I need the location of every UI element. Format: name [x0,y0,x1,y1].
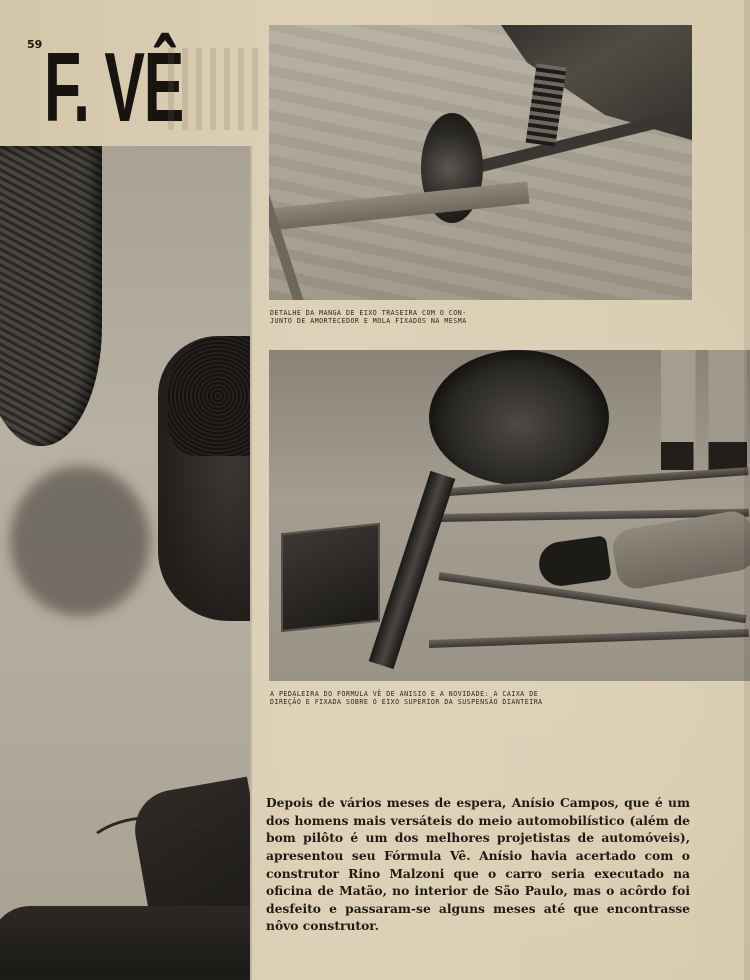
battery [281,523,380,632]
caption-line: DETALHE DA MANGA DE EIXO TRASEIRA COM O CON- [270,309,467,317]
tire-shadow [10,466,150,616]
page-number: 59 [27,38,43,51]
driver-arm [0,906,250,980]
front-wheel [429,350,609,485]
photo-driver-and-tire [0,146,250,980]
photo-rear-axle-detail [269,25,692,300]
caption-line: DIREÇÃO E FIXADA SOBRE O EIXO SUPERIOR DA SUSPENSÃO DIANTEIRA [270,698,543,706]
tire-graphic [0,146,102,446]
column-divider [250,146,252,980]
standing-person-legs [661,350,747,450]
headline-title: F. VÊ [44,32,183,142]
caption-line: JUNTO DE AMORTECEDOR E MOLA FIXADOS NA MESMA [270,317,467,325]
caption-rear-axle [270,309,467,325]
caption-pedal-box [270,690,543,706]
faded-background-lettering [168,48,258,130]
driver-leg [610,508,750,591]
frame-tube [429,629,749,648]
standing-person-shoes [661,442,747,470]
driver-shoe [536,535,611,588]
photo-pedal-box [269,350,750,681]
caption-line: A PEDALEIRA DO FORMULA VÊ DE ANISIO E A NOVIDADE: A CAIXA DE [270,690,539,698]
page-edge-shade [744,0,750,980]
cable-line [80,816,226,902]
article-paragraph: Depois de vários meses de espera, Anísio Campos, que é um dos homens mais versáteis do meio automobilístico (além de bom pilôto é um dos melhores projetistas de automóveis), apresentou seu Fórmula Vê. Anísio havia acertado com o construtor Rino Malzoni que o carro seria executado na oficina de Matão, no interior de São Paulo, mas o acôrdo foi desfeito e passaram-se alguns meses até que encontrasse nôvo construtor. [266,795,690,934]
